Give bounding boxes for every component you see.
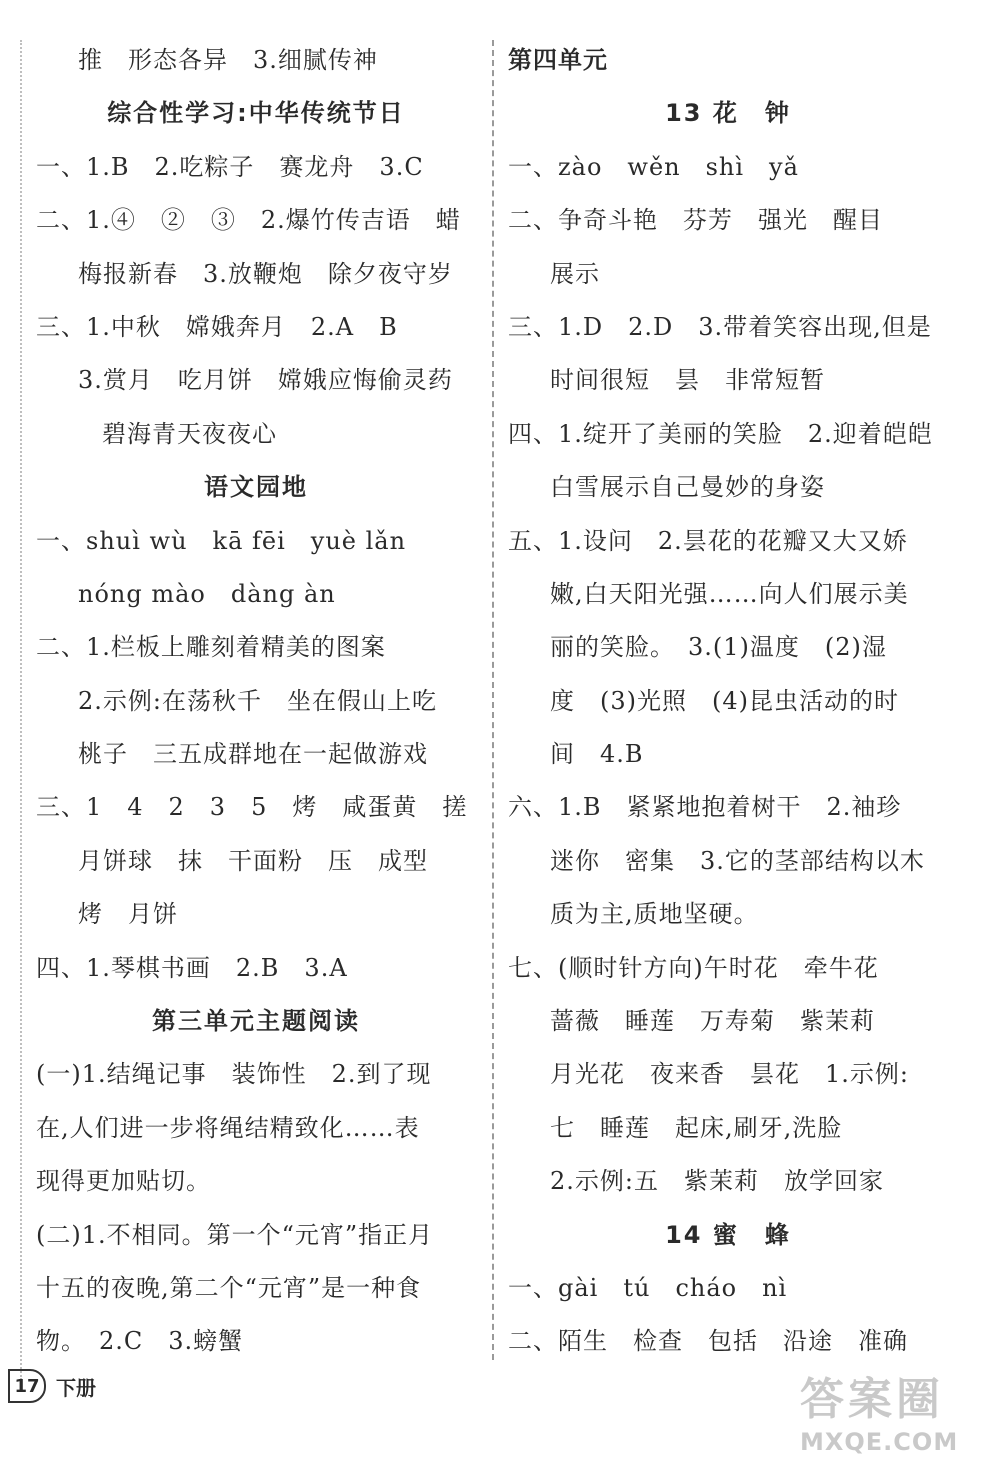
left-answer-line: 桃子 三五成群地在一起做游戏 bbox=[78, 740, 428, 769]
right-answer-line: 四、1.绽开了美丽的笑脸 2.迎着皑皑 bbox=[508, 419, 933, 448]
left-answer-line: 十五的夜晚,第二个“元宵”是一种食 bbox=[36, 1273, 422, 1302]
left-answer-line: 碧海青天夜夜心 bbox=[102, 419, 277, 448]
left-answer-line: 烤 月饼 bbox=[78, 900, 178, 929]
right-answer-line: 二、争奇斗艳 芬芳 强光 醒目 bbox=[508, 206, 883, 235]
right-answer-line: 2.示例:五 紫茉莉 放学回家 bbox=[550, 1167, 884, 1196]
right-answer-line: 五、1.设问 2.昙花的花瓣又大又娇 bbox=[508, 526, 908, 555]
column-divider bbox=[492, 40, 494, 1360]
left-answer-line: 2.示例:在荡秋千 坐在假山上吃 bbox=[78, 686, 437, 715]
right-answer-line: 七 睡莲 起床,刷牙,洗脸 bbox=[550, 1113, 843, 1142]
left-answer-line: 月饼球 抹 干面粉 压 成型 bbox=[78, 846, 428, 875]
left-answer-line: 综合性学习:中华传统节日 bbox=[107, 99, 405, 128]
left-answer-line: 二、1.栏板上雕刻着精美的图案 bbox=[36, 633, 386, 662]
left-answer-line: 四、1.琴棋书画 2.B 3.A bbox=[36, 953, 348, 982]
right-answer-line: 度 (3)光照 (4)昆虫活动的时 bbox=[550, 686, 899, 715]
left-answer-line: (二)1.不相同。第一个“元宵”指正月 bbox=[36, 1220, 434, 1249]
watermark-text: 答案圈 bbox=[800, 1374, 944, 1425]
left-answer-line: 三、1 4 2 3 5 烤 咸蛋黄 搓 bbox=[36, 793, 468, 822]
margin-dotted-line bbox=[20, 40, 22, 1380]
right-answer-line: 14 蜜 蜂 bbox=[665, 1220, 791, 1249]
right-answer-line: 月光花 夜来香 昙花 1.示例: bbox=[550, 1060, 909, 1089]
right-answer-line: 嫩,白天阳光强……向人们展示美 bbox=[550, 579, 909, 608]
right-answer-line: 三、1.D 2.D 3.带着笑容出现,但是 bbox=[508, 312, 932, 341]
right-answer-line: 质为主,质地坚硬。 bbox=[550, 900, 759, 929]
left-answer-line: 现得更加贴切。 bbox=[36, 1167, 211, 1196]
left-answer-line: 在,人们进一步将绳结精致化……表 bbox=[36, 1113, 420, 1142]
left-answer-line: 推 形态各异 3.细腻传神 bbox=[78, 46, 378, 74]
left-answer-line: 三、1.中秋 嫦娥奔月 2.A B bbox=[36, 312, 398, 341]
right-answer-line: 一、gài tú cháo nì bbox=[508, 1273, 788, 1302]
right-answer-line: 时间很短 昙 非常短暂 bbox=[550, 366, 825, 395]
right-answer-line: 间 4.B bbox=[550, 740, 644, 769]
right-answer-line: 二、陌生 检查 包括 沿途 准确 bbox=[508, 1327, 908, 1356]
right-answer-line: 丽的笑脸。 3.(1)温度 (2)湿 bbox=[550, 633, 887, 662]
right-answer-line: 白雪展示自己曼妙的身姿 bbox=[550, 473, 825, 502]
right-answer-line: 第四单元 bbox=[508, 46, 608, 74]
left-answer-line: 物。 2.C 3.螃蟹 bbox=[36, 1327, 244, 1356]
right-answer-line: 13 花 钟 bbox=[665, 99, 791, 128]
left-answer-line: 3.赏月 吃月饼 嫦娥应悔偷灵药 bbox=[78, 366, 453, 395]
right-column bbox=[508, 34, 948, 1369]
right-answer-line: 迷你 密集 3.它的茎部结构以木 bbox=[550, 846, 925, 875]
right-answer-line: 蔷薇 睡莲 万寿菊 紫茉莉 bbox=[550, 1007, 875, 1036]
left-answer-line: 一、1.B 2.吃粽子 赛龙舟 3.C bbox=[36, 152, 424, 181]
left-answer-line: (一)1.结绳记事 装饰性 2.到了现 bbox=[36, 1060, 432, 1089]
left-answer-line: nóng mào dàng àn bbox=[78, 579, 336, 608]
left-answer-line: 语文园地 bbox=[204, 473, 308, 502]
left-answer-line: 第三单元主题阅读 bbox=[152, 1007, 360, 1036]
right-answer-line: 展示 bbox=[550, 259, 600, 288]
watermark-logo bbox=[800, 1372, 990, 1467]
volume-label: 下册 bbox=[56, 1375, 96, 1400]
right-answer-line: 六、1.B 紧紧地抱着树干 2.袖珍 bbox=[508, 793, 902, 822]
right-answer-line: 一、zào wěn shì yǎ bbox=[508, 152, 799, 181]
left-column bbox=[36, 34, 476, 1369]
left-answer-line: 一、shuì wù kā fēi yuè lǎn bbox=[36, 526, 407, 555]
right-answer-line: 七、(顺时针方向)午时花 牵牛花 bbox=[508, 953, 879, 982]
watermark-url: MXQE.COM bbox=[800, 1428, 959, 1456]
page-footer bbox=[8, 1368, 96, 1404]
left-answer-line: 二、1.④ ② ③ 2.爆竹传吉语 蜡 bbox=[36, 206, 461, 235]
page-number: 17 bbox=[8, 1369, 46, 1403]
left-answer-line: 梅报新春 3.放鞭炮 除夕夜守岁 bbox=[78, 259, 453, 288]
